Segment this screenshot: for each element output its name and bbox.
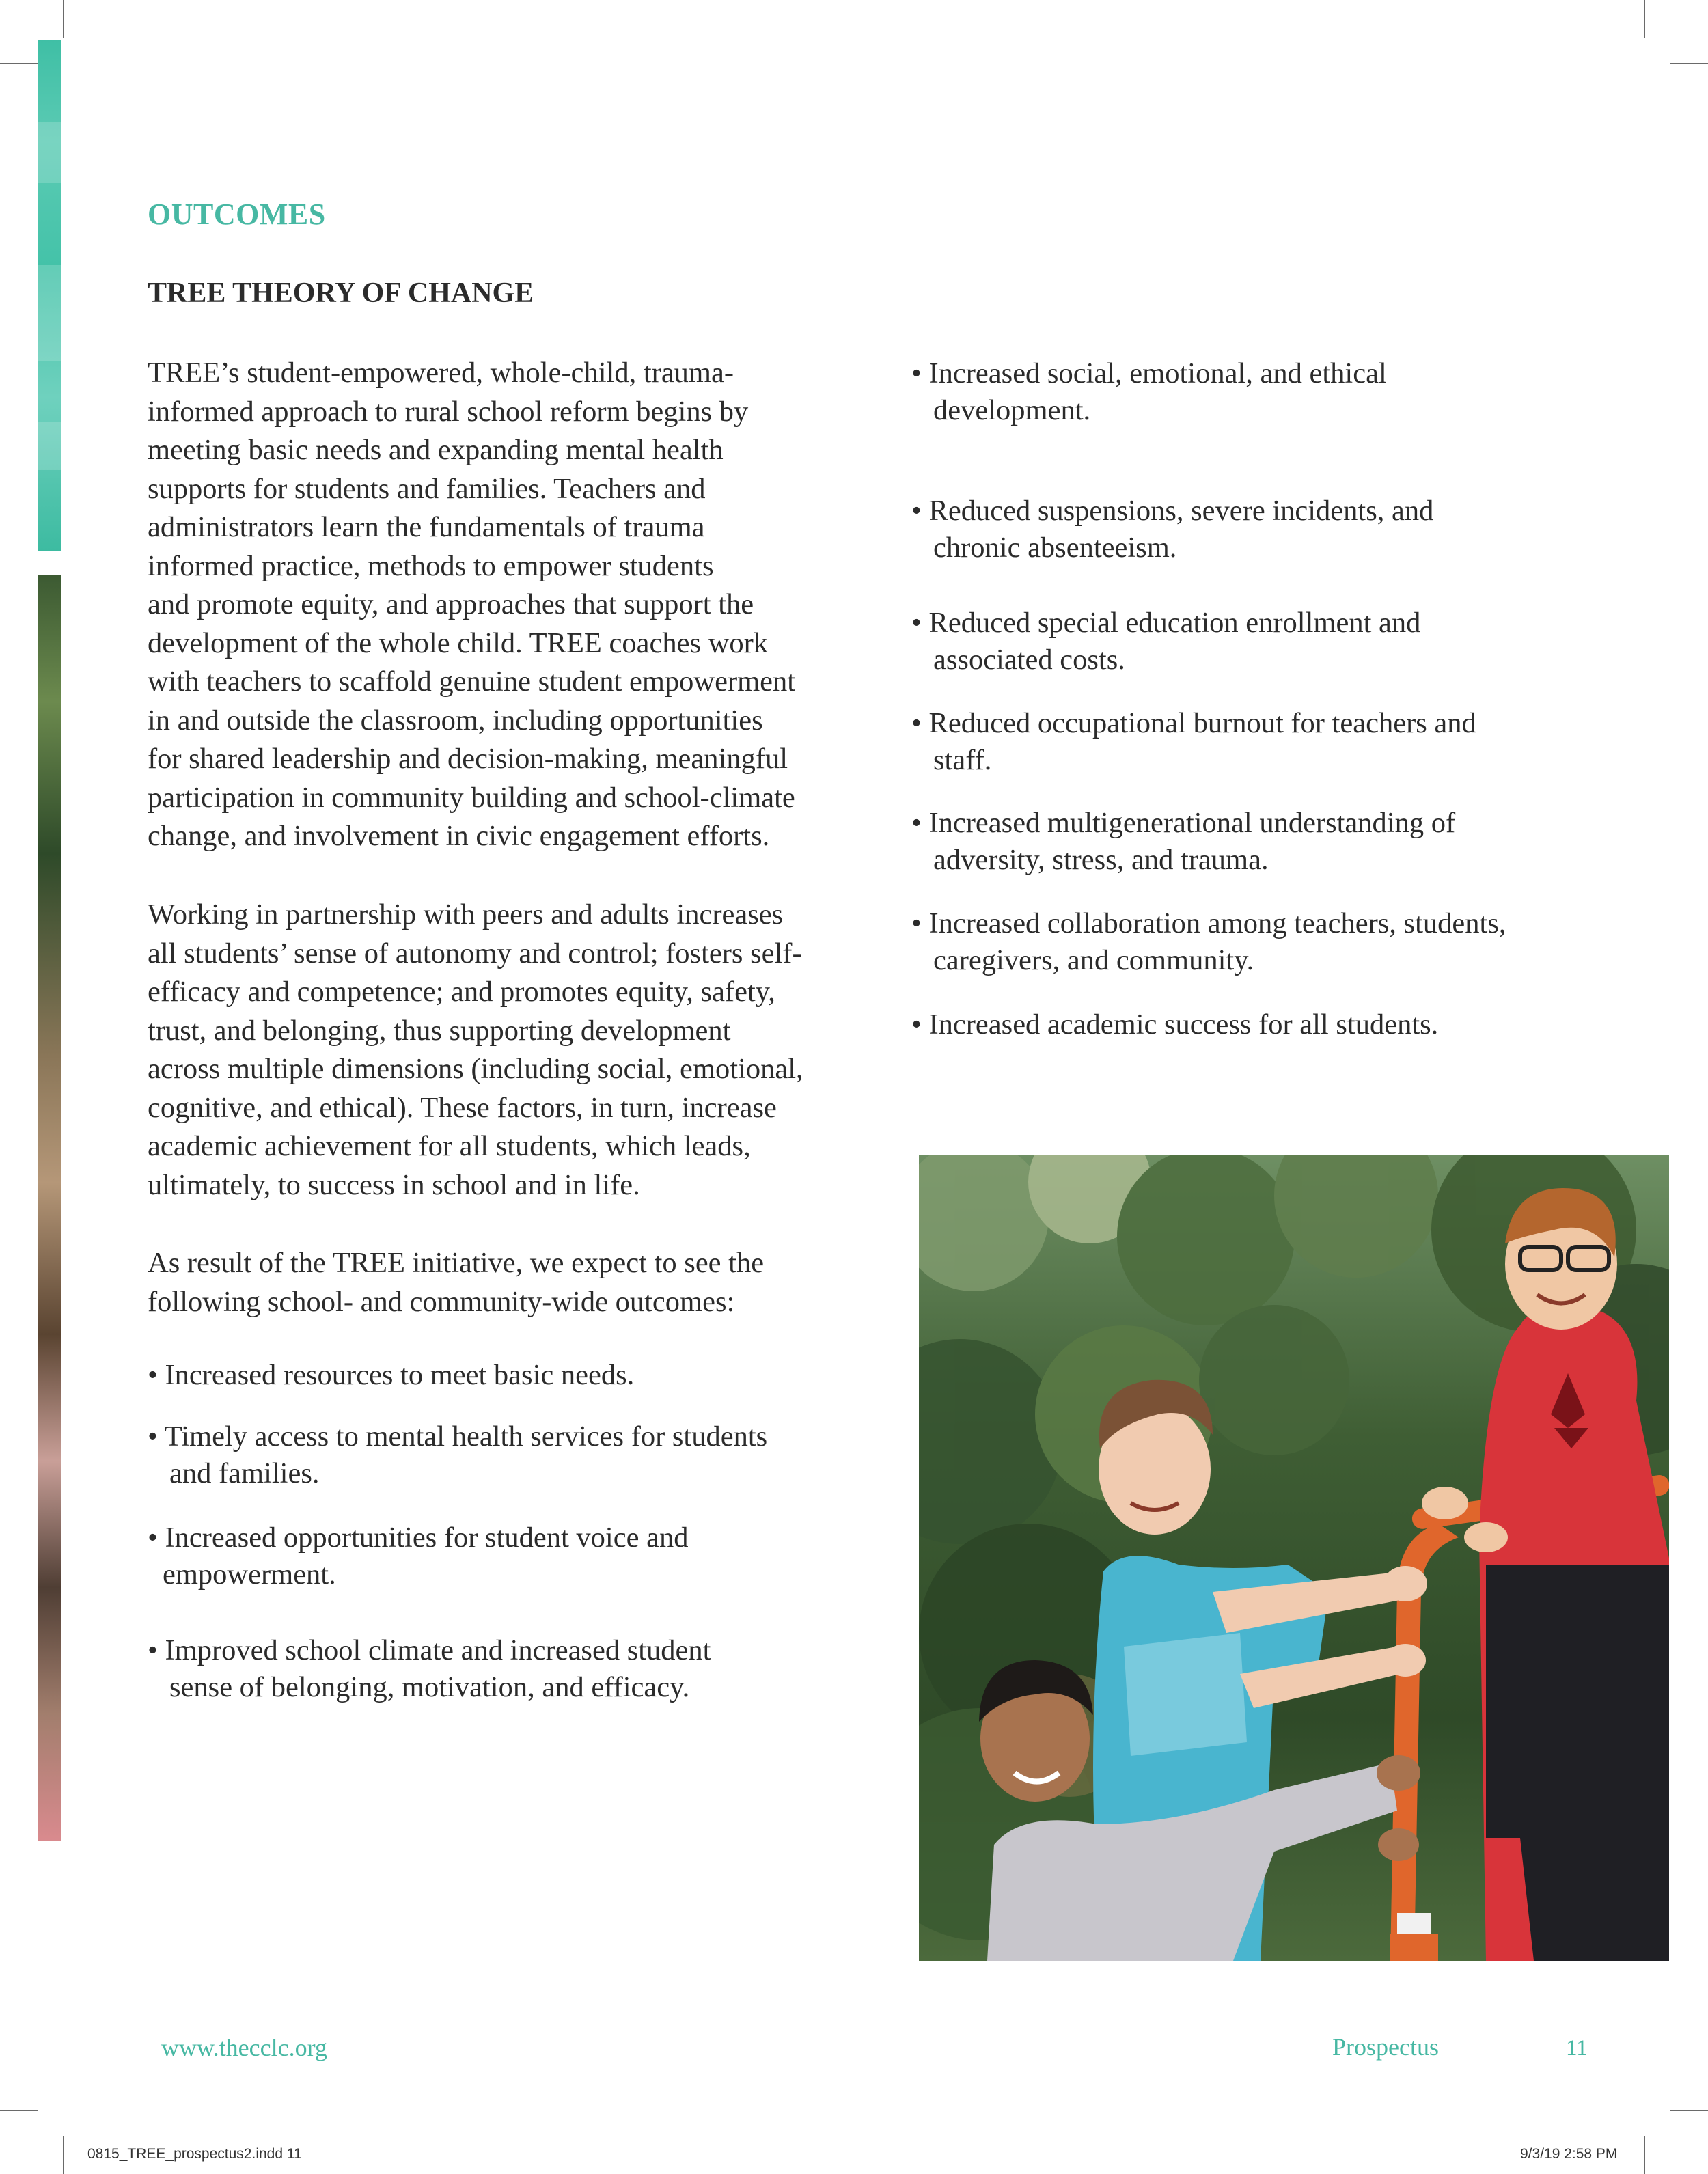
crop-mark	[1644, 0, 1645, 38]
list-item: • Increased academic success for all students.	[911, 1008, 1439, 1041]
paragraph-theory: TREE’s student-empowered, whole-child, trauma- informed approach to rural school reform begins by meeting basic needs and expanding mental health supports for students and families. Teachers and administrators learn the fundamentals of trauma informed practice, methods to empower students and promote equity, and approaches that support the development of the whole child. TREE coaches work with teachers to scaffold genuine student empowerment in and outside the classroom, including opportunities for shared leadership and decision-making, meaningful participation in community building and school-climate change, and involvement in civic engagement efforts.	[148, 357, 796, 852]
list-item: • Increased multigenerational understanding of adversity, stress, and trauma.	[911, 807, 1456, 876]
crop-mark	[1644, 2136, 1645, 2174]
paragraph-expected-outcomes: As result of the TREE initiative, we expect to see the following school- and community-wide outcomes:	[148, 1247, 765, 1318]
list-item: • Reduced special education enrollment and associated costs.	[911, 607, 1421, 676]
adjacent-page-photo-strip	[38, 575, 61, 1841]
crop-mark	[1670, 2110, 1708, 2111]
list-item: • Reduced occupational burnout for teachers and staff.	[911, 707, 1476, 776]
page-number: 11	[1566, 2036, 1588, 2061]
subheading: TREE THEORY OF CHANGE	[148, 277, 534, 309]
list-item: • Timely access to mental health services for students and families.	[148, 1420, 768, 1489]
crop-mark	[63, 0, 64, 38]
footer-website[interactable]: www.thecclc.org	[161, 2034, 327, 2061]
section-heading: OUTCOMES	[148, 197, 326, 231]
list-item: • Reduced suspensions, severe incidents, and chronic absenteeism.	[911, 495, 1434, 564]
print-slug-file: 0815_TREE_prospectus2.indd 11	[87, 2146, 302, 2162]
crop-mark	[0, 2110, 38, 2111]
children-playground-photo	[919, 1155, 1669, 1961]
list-item: • Increased collaboration among teachers, students, caregivers, and community.	[911, 907, 1506, 976]
print-slug-timestamp: 9/3/19 2:58 PM	[1520, 2146, 1618, 2162]
paragraph-partnership: Working in partnership with peers and adults increases all students’ sense of autonomy and control; fosters self- efficacy and competence; and promotes equity, safety, trust, and belonging, thus supporting development across multiple dimensions (including social, emotional, cognitive, and ethical). These factors, in turn, increase academic achievement for all students, which leads, ultimately, to success in school and in life.	[148, 898, 803, 1201]
crop-mark	[0, 63, 38, 64]
crop-mark	[1670, 63, 1708, 64]
crop-mark	[63, 2136, 64, 2174]
list-item: • Increased opportunities for student voice and empowerment.	[148, 1522, 689, 1591]
teal-decorative-strip	[38, 40, 61, 551]
list-item: • Increased social, emotional, and ethical development.	[911, 357, 1387, 426]
list-item: • Increased resources to meet basic needs.	[148, 1359, 635, 1391]
footer-doc-label: Prospectus	[1332, 2033, 1439, 2061]
list-item: • Improved school climate and increased student sense of belonging, motivation, and efficacy.	[148, 1634, 711, 1703]
